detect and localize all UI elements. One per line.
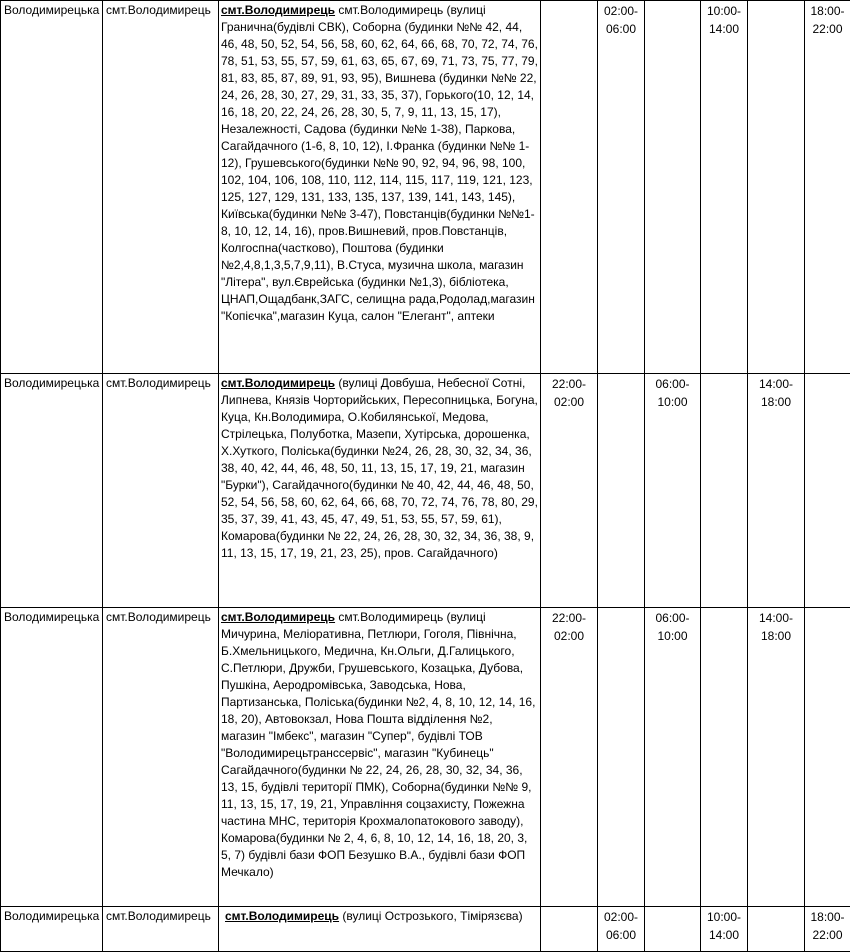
addresses-cell xyxy=(219,608,541,907)
streets-text: (вулиці Довбуша, Небесної Сотні, Липнева, Князів Чорторийських, Пересопницька, Богуна, Куца, Кн.Володимира, О.Кобилянської, Медова, Стрілецька, Полуботка, Мазепи, Хутірська, дорошенка, Х.Хуткого, Поліська(будинки №24, 26, 28, 30, 32, 34, 36, 38, 40, 42, 44, 46, 48, 50, 11, 13, 15, 17, 19, 21, магазин "Бурки"), Сагайдачного(будинки № 40, 42, 44, 46, 48, 50, 52, 54, 56, 58, 60, 62, 64, 66, 68, 70, 72, 74, 76, 78, 80, 29, 35, 37, 39, 41, 43, 45, 47, 49, 51, 53, 55, 57, 59, 61), Комарова(будинки № 22, 24, 26, 28, 30, 32, 34, 36, 38, 9, 11, 13, 15, 17, 19, 21, 23, 25), пров. Сагайдачного) xyxy=(221,376,538,560)
town-name: смт.Володимирець xyxy=(221,610,335,624)
region-cell: Володимирецька xyxy=(1,1,103,374)
town-name: смт.Володимирець xyxy=(221,376,335,390)
time-slot-cell: 02:00- 06:00 xyxy=(598,907,645,952)
table-row xyxy=(1,907,850,952)
time-slot-cell xyxy=(541,1,598,374)
time-slot-cell: 22:00- 02:00 xyxy=(541,608,598,907)
settlement-cell: смт.Володимирець xyxy=(103,1,219,374)
time-slot-cell xyxy=(541,907,598,952)
streets-text: (вулиці Острозького, Тімірязєва) xyxy=(339,909,523,923)
time-slot-cell: 14:00- 18:00 xyxy=(748,374,805,608)
addresses-cell xyxy=(219,1,541,374)
time-slot-cell xyxy=(598,608,645,907)
region-cell: Володимирецька xyxy=(1,374,103,608)
settlement-cell: смт.Володимирець xyxy=(103,608,219,907)
table-row xyxy=(1,608,850,907)
time-slot-cell: 10:00- 14:00 xyxy=(701,907,748,952)
table-row xyxy=(1,1,850,374)
town-name: смт.Володимирець xyxy=(221,3,335,17)
region-cell: Володимирецька xyxy=(1,608,103,907)
streets-text: смт.Володимирець (вулиці Мичурина, Меліоративна, Петлюри, Гоголя, Північна, Б.Хмельницького, Медична, Кн.Ольги, Д.Галицького, С.Петлюри, Дружби, Грушевського, Козацька, Дубова, Пушкіна, Аеродромівська, Заводська, Нова, Партизанська, Поліська(будинки №2, 4, 8, 10, 12, 14, 16, 18, 20), Автовокзал, Нова Пошта відділення №2, магазин "Імбекс", магазин "Супер", будівлі ТОВ "Володимирецьтранссервіс", магазин "Кубинець" Сагайдачного(будинки № 22, 24, 26, 28, 30, 32, 34, 36, 13, 15, будівлі території ПМК), Соборна(будинки №№ 9, 11, 13, 15, 17, 19, 21, Управління соцзахисту, Пожежна частина МНС, територія Крохмалопатокового заводу), Комарова(будинки № 2, 4, 6, 8, 10, 12, 14, 16, 18, 20, 3, 5, 7) будівлі бази ФОП Безушко В.А., будівлі бази ФОП Мечкало) xyxy=(221,610,535,879)
addresses-cell xyxy=(219,374,541,608)
time-slot-cell: 18:00- 22:00 xyxy=(805,1,850,374)
streets-text: смт.Володимирець (вулиці Гранична(будівлі СВК), Соборна (будинки №№ 42, 44, 46, 48, 50, 52, 54, 56, 58, 60, 62, 64, 66, 68, 70, 72, 74, 76, 78, 51, 53, 55, 57, 59, 61, 63, 65, 67, 69, 71, 73, 75, 77, 79, 81, 83, 85, 87, 89, 91, 93, 95), Вишнева (будинки №№ 22, 24, 26, 28, 30, 27, 29, 31, 33, 35, 37), Горького(10, 12, 14, 16, 18, 20, 22, 24, 26, 28, 30, 5, 7, 9, 11, 13, 15, 17), Незалежності, Садова (будинки №№ 1-38), Паркова, Сагайдачного (1-6, 8, 10, 12), І.Франка (будинки №№ 1-12), Грушевського(будинки №№ 90, 92, 94, 96, 98, 100, 102, 104, 106, 108, 110, 112, 114, 115, 117, 119, 121, 123, 125, 127, 129, 131, 133, 135, 137, 139, 141, 143, 145), Київська(будинки №№ 3-47), Повстанців(будинки №№1-8, 10, 12, 14, 16), пров.Вишневий, пров.Повстанців, Колгоспна(частково), Поштова (будинки №2,4,8,1,3,5,7,9,11), В.Стуса, музична школа, магазин "Літера", вул.Єврейська (будинки №1,3), бібліотека, ЦНАП,Ощадбанк,ЗАГС, селищна рада,Родолад,магазин "Копієчка",магазин Куца, салон "Елегант", аптеки xyxy=(221,3,538,323)
time-slot-cell: 10:00- 14:00 xyxy=(701,1,748,374)
time-slot-cell xyxy=(598,374,645,608)
settlement-cell: смт.Володимирець xyxy=(103,374,219,608)
town-name: смт.Володимирець xyxy=(225,909,339,923)
time-slot-cell: 14:00- 18:00 xyxy=(748,608,805,907)
addresses-cell xyxy=(219,907,541,952)
settlement-cell: смт.Володимирець xyxy=(103,907,219,952)
time-slot-cell: 02:00- 06:00 xyxy=(598,1,645,374)
time-slot-cell xyxy=(645,907,701,952)
time-slot-cell xyxy=(701,608,748,907)
time-slot-cell xyxy=(805,608,850,907)
time-slot-cell xyxy=(748,907,805,952)
time-slot-cell xyxy=(805,374,850,608)
region-cell: Володимирецька xyxy=(1,907,103,952)
time-slot-cell: 22:00- 02:00 xyxy=(541,374,598,608)
time-slot-cell: 18:00- 22:00 xyxy=(805,907,850,952)
time-slot-cell xyxy=(748,1,805,374)
time-slot-cell xyxy=(701,374,748,608)
time-slot-cell: 06:00- 10:00 xyxy=(645,374,701,608)
time-slot-cell xyxy=(645,1,701,374)
table-row xyxy=(1,374,850,608)
time-slot-cell: 06:00- 10:00 xyxy=(645,608,701,907)
